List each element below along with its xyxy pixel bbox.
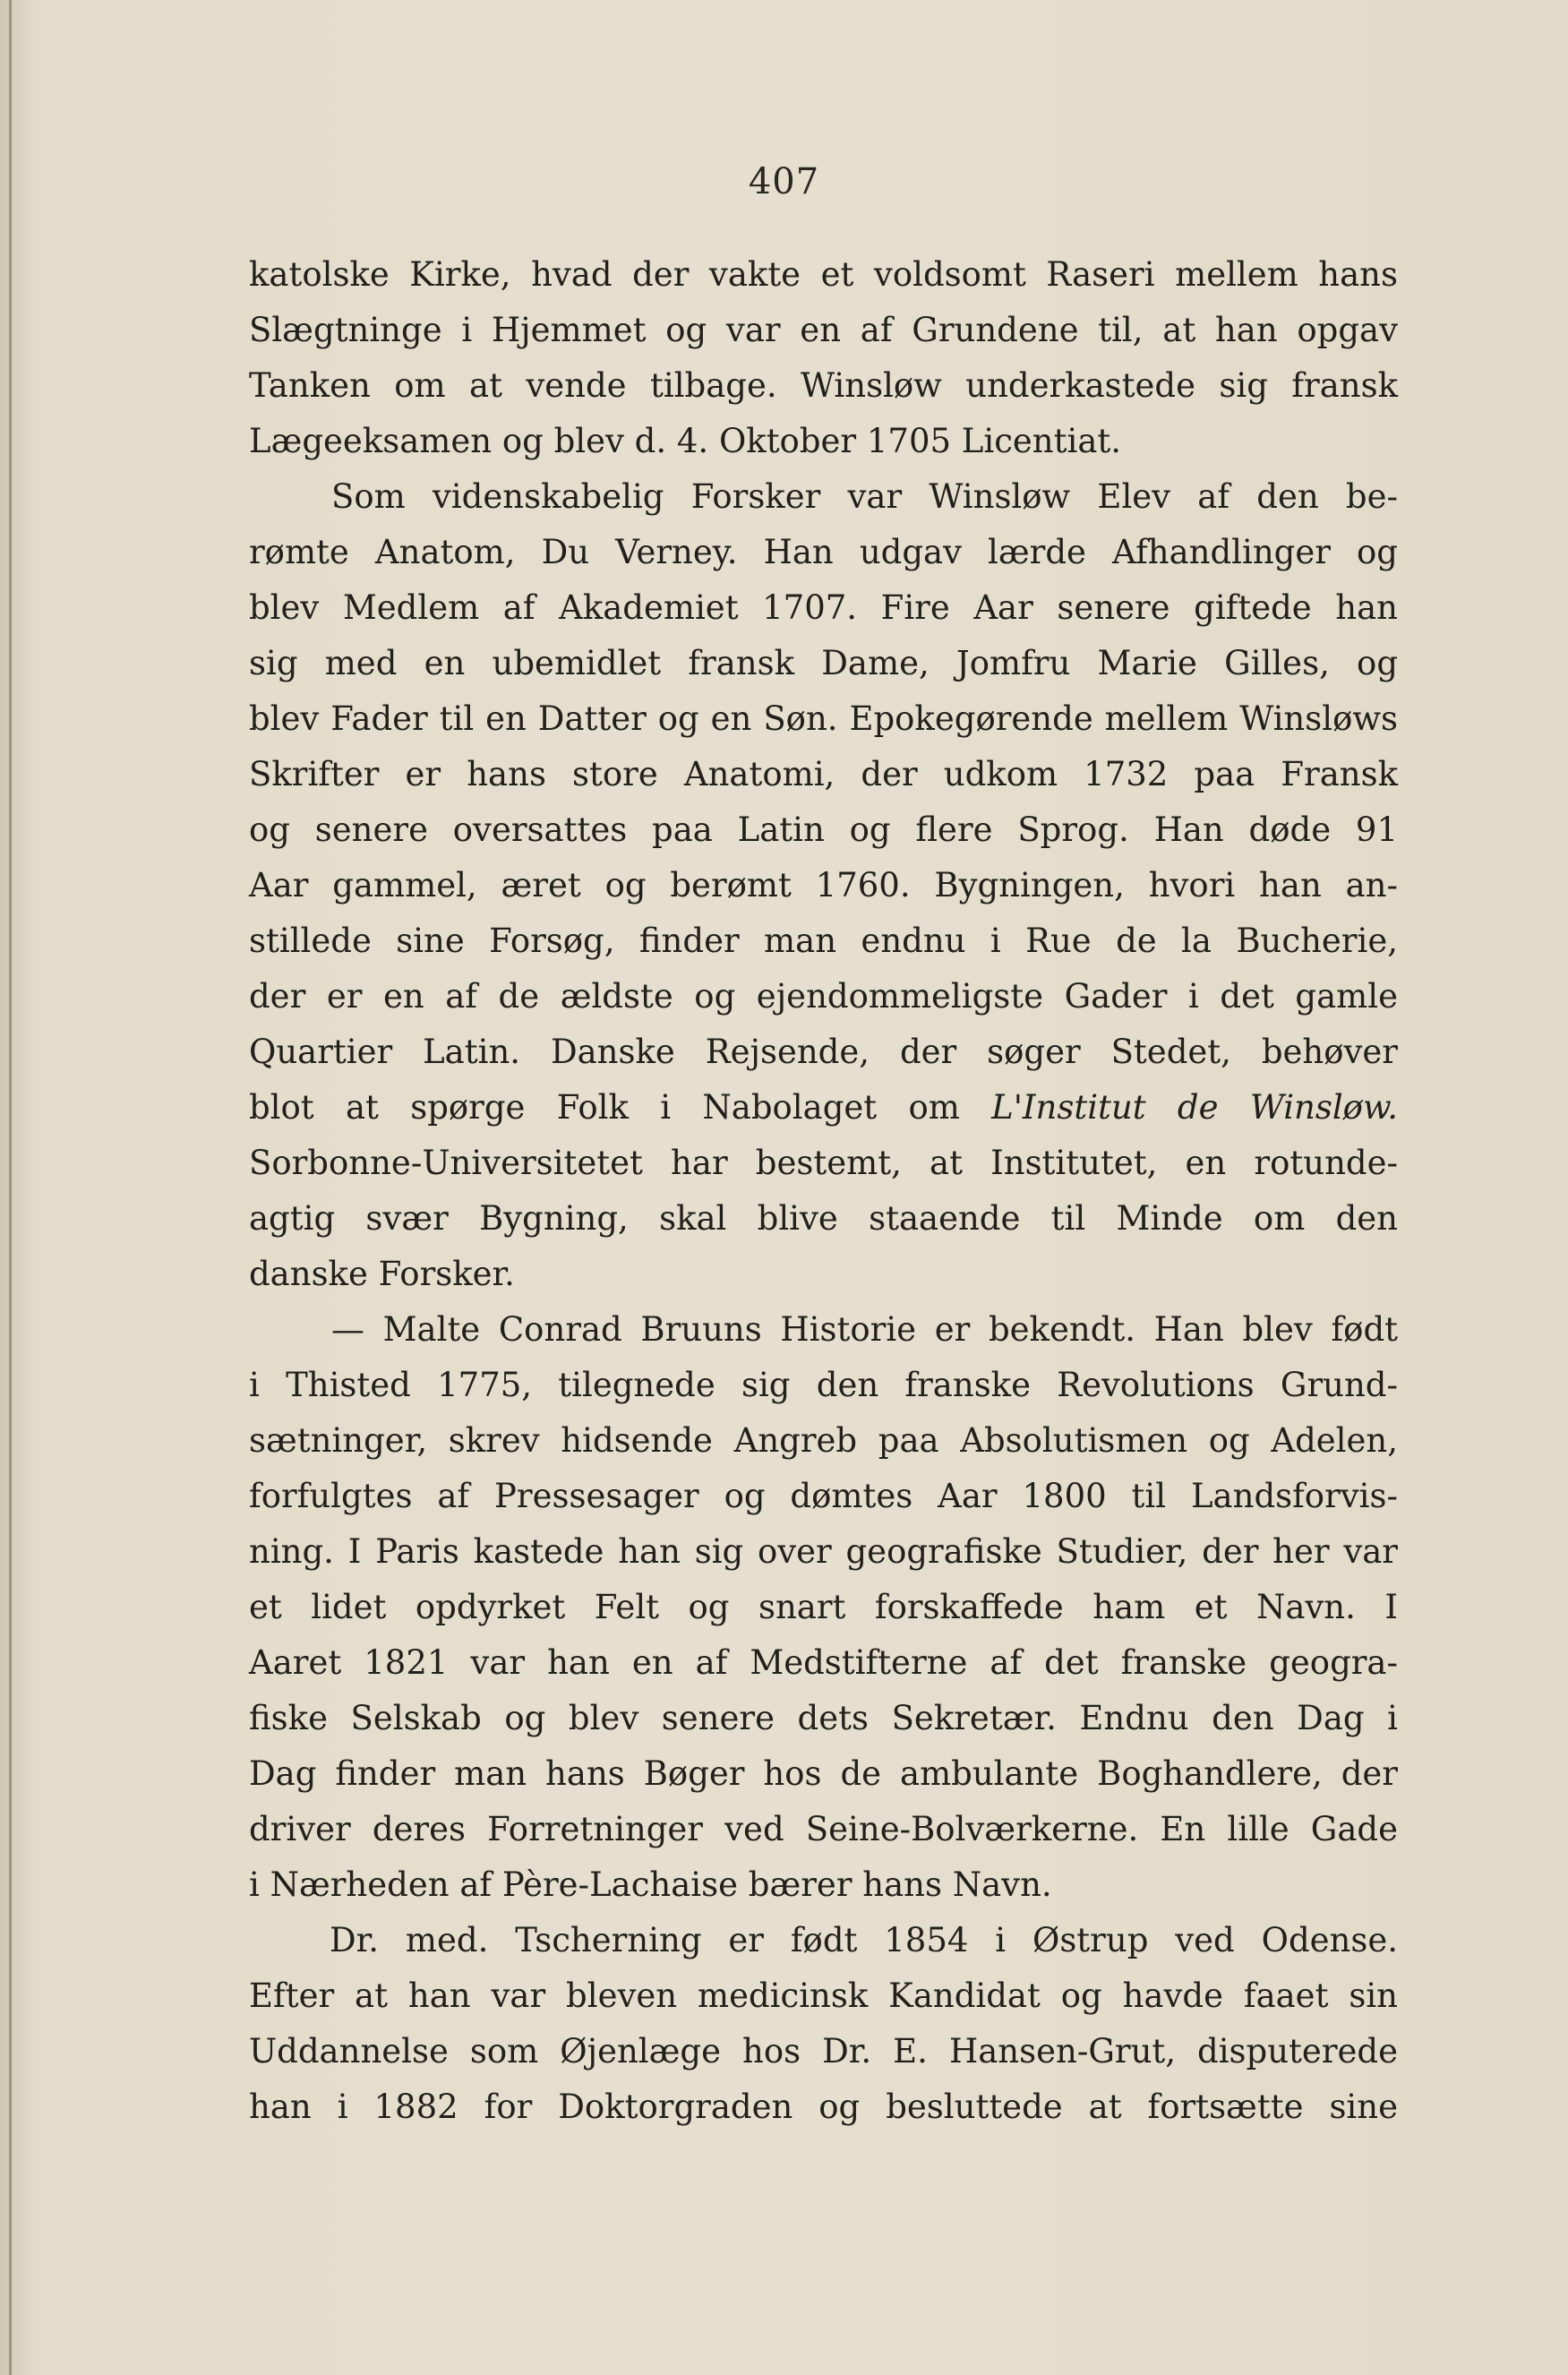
text-line: blev Medlem af Akademiet 1707. Fire Aar senere giftede han xyxy=(249,588,1398,627)
text-line: agtig svær Bygning, skal blive staaende til Minde om den xyxy=(249,1199,1398,1238)
text-line: driver deres Forretninger ved Seine-Bolværkerne. En lille Gade xyxy=(249,1810,1398,1848)
text-line: han i 1882 for Doktorgraden og besluttede at fortsætte sine xyxy=(249,2088,1398,2126)
text-line: Uddannelse som Øjenlæge hos Dr. E. Hansen-Grut, disputerede xyxy=(249,2032,1398,2071)
text-line: sætninger, skrev hidsende Angreb paa Absolutismen og Adelen, xyxy=(249,1421,1398,1460)
text-line: Tanken om at vende tilbage. Winsløw underkastede sig fransk xyxy=(249,366,1398,405)
text-line: katolske Kirke, hvad der vakte et voldsomt Raseri mellem hans xyxy=(249,255,1398,294)
text-line: Slægtninge i Hjemmet og var en af Grundene til, at han opgav xyxy=(249,311,1398,349)
text-line: Aaret 1821 var han en af Medstifterne af det franske geogra- xyxy=(249,1643,1398,1682)
text-line: der er en af de ældste og ejendommeligste Gader i det gamle xyxy=(249,977,1398,1016)
text-line: i Nærheden af Père-Lachaise bærer hans Navn. xyxy=(249,1865,1052,1904)
text-line: Efter at han var bleven medicinsk Kandidat og havde faaet sin xyxy=(249,1976,1398,2015)
text-line: Skrifter er hans store Anatomi, der udkom 1732 paa Fransk xyxy=(249,755,1398,793)
text-line: et lidet opdyrket Felt og snart forskaffede ham et Navn. I xyxy=(249,1588,1398,1626)
text-line: rømte Anatom, Du Verney. Han udgav lærde Afhandlinger og xyxy=(249,533,1398,571)
text-line: sig med en ubemidlet fransk Dame, Jomfru Marie Gilles, og xyxy=(249,644,1398,682)
text-line: ning. I Paris kastede han sig over geografiske Studier, der her var xyxy=(249,1532,1398,1571)
text-segment: blot at spørge Folk i Nabolaget om xyxy=(249,1088,960,1127)
text-line: Dr. med. Tscherning er født 1854 i Østrup ved Odense. xyxy=(330,1921,1398,1959)
italic-title: L'Institut de Winsløw. xyxy=(991,1088,1398,1127)
text-line-with-italic xyxy=(249,1080,1398,1136)
text-line: og senere oversattes paa Latin og flere Sprog. Han døde 91 xyxy=(249,810,1398,849)
text-line: stillede sine Forsøg, finder man endnu i Rue de la Bucherie, xyxy=(249,922,1398,960)
text-line: Sorbonne-Universitetet har bestemt, at Institutet, en rotunde- xyxy=(249,1144,1398,1182)
text-line: Aar gammel, æret og berømt 1760. Bygningen, hvori han an- xyxy=(249,866,1398,905)
page-number: 407 xyxy=(748,161,820,202)
body-text xyxy=(249,247,1398,2135)
text-line: fiske Selskab og blev senere dets Sekretær. Endnu den Dag i xyxy=(249,1699,1398,1737)
text-line: — Malte Conrad Bruuns Historie er bekendt. Han blev født xyxy=(331,1310,1398,1349)
text-line: forfulgtes af Pressesager og dømtes Aar 1800 til Landsforvis- xyxy=(249,1477,1398,1515)
text-line: Quartier Latin. Danske Rejsende, der søger Stedet, behøver xyxy=(249,1033,1398,1071)
text-line: Som videnskabelig Forsker var Winsløw Elev af den be- xyxy=(331,477,1398,516)
text-line: danske Forsker. xyxy=(249,1255,515,1293)
page-edge-shadow xyxy=(9,0,12,2375)
text-line: i Thisted 1775, tilegnede sig den franske Revolutions Grund- xyxy=(249,1366,1398,1404)
text-line: Dag finder man hans Bøger hos de ambulante Boghandlere, der xyxy=(249,1754,1398,1793)
text-line: blev Fader til en Datter og en Søn. Epokegørende mellem Winsløws xyxy=(249,699,1398,738)
text-line: Lægeeksamen og blev d. 4. Oktober 1705 Licentiat. xyxy=(249,422,1122,460)
